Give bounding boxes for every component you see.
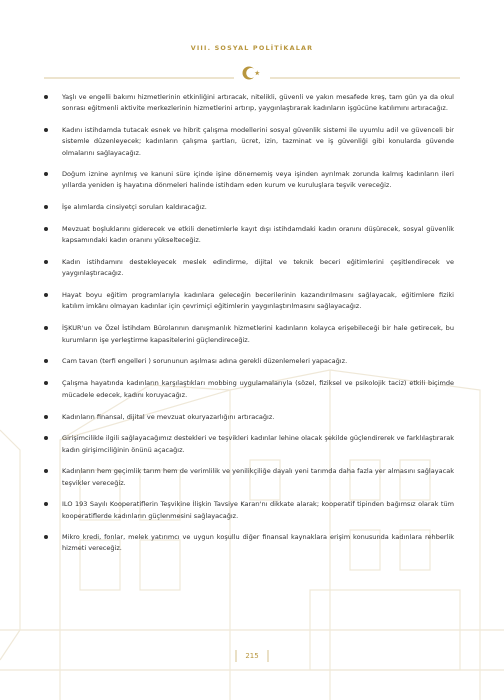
policy-item — [44, 323, 454, 346]
policy-item — [44, 466, 454, 489]
policy-item-text: Çalışma hayatında kadınların karşılaştıkları mobbing uygulamalarıyla (sözel, fiziksel ve psikolojik taciz) etkili biçimde mücadele edecek, kadını koruyacağız. — [62, 379, 454, 399]
policy-item — [44, 356, 454, 367]
bullet-icon — [44, 260, 48, 264]
bullet-icon — [44, 326, 48, 330]
bullet-icon — [44, 227, 48, 231]
policy-item-text: İşe alımlarda cinsiyetçi soruları kaldıracağız. — [62, 202, 207, 211]
bullet-icon — [44, 359, 48, 363]
header-rule-with-emblem — [44, 64, 460, 82]
page-number: 215 — [245, 652, 259, 660]
policy-item-text: ILO 193 Sayılı Kooperatiflerin Teşvikine İlişkin Tavsiye Kararı'nı dikkate alarak; kooperatif tipinden bağımsız olarak tüm kooperatiflerde kadınların güçlenmesini sağlayacağız. — [62, 500, 454, 520]
policy-item — [44, 378, 454, 401]
policy-item-text: Kadını istihdamda tutacak esnek ve hibrit çalışma modellerini sosyal güvenlik sistemi ile uyumlu adil ve güvenceli bir sistemle düzenleyecek; kadınların çalışma şartları, ücret, izin, tazminat ve iş güvenliği gibi konularda güvende olmalarını sağlayacağız. — [62, 126, 454, 157]
policy-item — [44, 499, 454, 522]
policy-item — [44, 290, 454, 313]
policy-item-text: Kadınların finansal, dijital ve mevzuat okuryazarlığını artıracağız. — [62, 412, 275, 421]
page-footer — [0, 648, 504, 664]
policy-item — [44, 202, 454, 213]
policy-item-text: Girişimcilikle ilgili sağlayacağımız destekleri ve teşvikleri kadınlar lehine olacak şekilde güçlendirerek ve farklılaştırarak kadın girişimciliğinin önünü açacağız. — [62, 434, 454, 454]
bullet-icon — [44, 128, 48, 132]
policy-item-text: Doğum iznine ayrılmış ve kanuni süre içinde işine dönememiş veya işinden ayrılmak zorunda kalmış kadınların ileri yıllarda yeniden iş hayatına dönmeleri halinde istihdam eden kurum ve kuruluşlara teşvik vereceğiz. — [62, 169, 454, 190]
policy-item — [44, 433, 454, 456]
bullet-icon — [44, 95, 48, 99]
bullet-icon — [44, 469, 48, 473]
policy-item — [44, 169, 454, 192]
policy-item-text: İŞKUR'un ve Özel İstihdam Bürolarının danışmanlık hizmetlerini kadınların kolayca erişebileceği bir hale getirecek, bu kurumların işe yerleştirme kapasitelerini güçlendireceğiz. — [62, 324, 454, 344]
bullet-icon — [44, 172, 48, 176]
bullet-icon — [44, 205, 48, 209]
policy-item — [44, 125, 454, 159]
bullet-icon — [44, 535, 48, 539]
policy-item-text: Yaşlı ve engelli bakımı hizmetlerinin etkinliğini artıracak, nitelikli, güvenli ve yakın mesafede kreş, tam gün ya da okul sonrası eğitmenli aktivite merkezlerinin hizmetlerini artırıp, yaygınlaştırarak kadınların işgücüne katılımını artıracağız. — [62, 93, 454, 113]
policy-item — [44, 257, 454, 280]
policy-item-text: Hayat boyu eğitim programlarıyla kadınlara geleceğin becerilerinin kazandırılmasını sağlayacak, eğitimlere fiziki katılım imkânı olmayan kadınlar için çevrimiçi eğitimlerin yaygınlaştırılmasını sağlayacağız. — [62, 290, 454, 311]
policy-item — [44, 532, 454, 555]
bullet-icon — [44, 381, 48, 385]
bullet-icon — [44, 436, 48, 440]
policy-item-text: Mikro kredi, fonlar, melek yatırımcı ve uygun koşullu diğer finansal kaynaklara erişim konusunda kadınlara rehberlik hizmeti vereceğiz. — [62, 533, 454, 553]
policy-list — [44, 92, 454, 555]
policy-item-text: Cam tavan (terfi engelleri ) sorununun aşılması adına gerekli düzenlemeleri yapacağız. — [62, 357, 348, 366]
policy-item-text: Mevzuat boşluklarını giderecek ve etkili denetimlerle kayıt dışı istihdamdaki kadın oranını düşürecek, sosyal güvenlik kapsamındaki kadın oranını yükselteceğiz. — [62, 224, 454, 245]
bullet-icon — [44, 415, 48, 419]
bullet-icon — [44, 293, 48, 297]
section-title: VIII. SOSYAL POLİTİKALAR — [190, 44, 314, 52]
policy-item — [44, 412, 454, 423]
policy-item — [44, 92, 454, 115]
policy-item-text: Kadın istihdamını destekleyecek meslek edindirme, dijital ve teknik beceri eğitimlerini çeşitlendirecek ve yaygınlaştıracağız. — [62, 258, 454, 278]
crescent-star-icon — [243, 67, 260, 80]
policy-item — [44, 224, 454, 247]
policy-item-text: Kadınların hem geçimlik tarım hem de verimlilik ve yenilikçiliğe dayalı yeni tarımda daha fazla yer almasını sağlayacak teşvikler vereceğiz. — [62, 467, 454, 487]
bullet-icon — [44, 502, 48, 506]
